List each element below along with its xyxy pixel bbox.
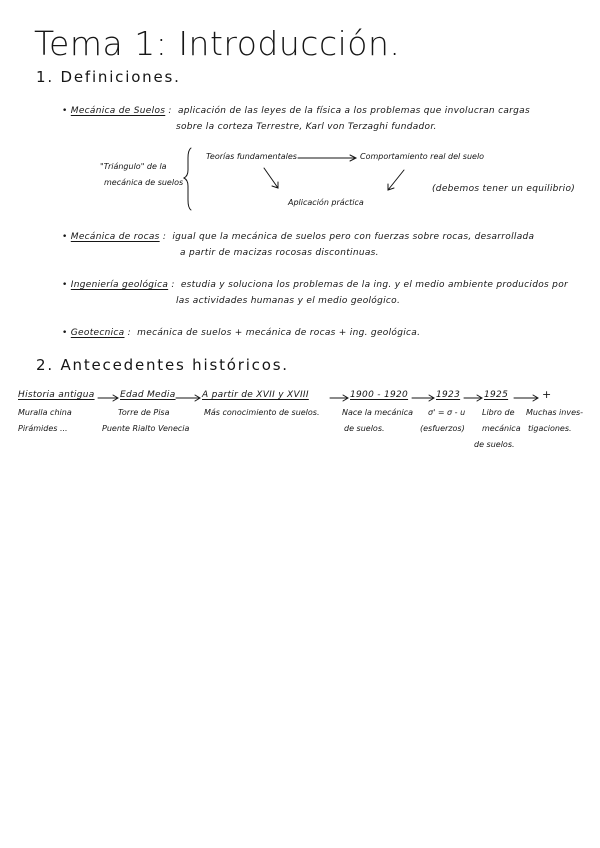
- timeline-note: tigaciones.: [528, 424, 572, 433]
- timeline-note: Pirámides ...: [18, 424, 68, 433]
- triangle-node-teorias: Teorías fundamentales: [206, 152, 297, 161]
- timeline-note: mecánica: [482, 424, 521, 433]
- term-geotecnica: Geotecnica: [70, 328, 125, 338]
- separator: :: [127, 328, 131, 338]
- definition-text-line1: igual que la mecánica de suelos pero con fuerzas sobre rocas, desarrollada: [172, 232, 535, 242]
- bullet: •: [62, 106, 68, 116]
- timeline-note: (esfuerzos): [420, 424, 465, 433]
- timeline-label-historia-antigua: Historia antigua: [18, 390, 95, 400]
- timeline-note: Libro de: [482, 408, 515, 417]
- timeline-note: Torre de Pisa: [118, 408, 170, 417]
- definition-text-line2: sobre la corteza Terrestre, Karl von Terzaghi fundador.: [176, 122, 437, 132]
- timeline-note: Muralla china: [18, 408, 72, 417]
- triangle-label-line2: mecánica de suelos: [104, 178, 184, 187]
- timeline-note: Más conocimiento de suelos.: [204, 408, 320, 417]
- timeline-arrow-4: [412, 395, 434, 401]
- section-heading-antecedentes: 2. Antecedentes históricos.: [36, 356, 289, 374]
- term-ingenieria-geologica: Ingeniería geológica: [70, 280, 169, 290]
- timeline-arrow-2: [176, 395, 200, 401]
- timeline-label-1923: 1923: [436, 390, 461, 400]
- triangle-label-line1: "Triángulo" de la: [100, 162, 167, 171]
- separator: :: [171, 280, 175, 290]
- definition-text-line1: aplicación de las leyes de la física a los problemas que involucran cargas: [177, 106, 530, 116]
- timeline-arrow-1: [98, 395, 118, 401]
- timeline-note: Puente Rialto Venecia: [102, 424, 190, 433]
- bullet: •: [62, 280, 68, 290]
- page-title: Tema 1: Introducción.: [34, 24, 401, 63]
- arrow-teorias-aplicacion: [264, 168, 278, 188]
- definition-text-line1: estudia y soluciona los problemas de la ing. y el medio ambiente producidos por: [180, 280, 569, 290]
- definition-text-line1: mecánica de suelos + mecánica de rocas + ing. geológica.: [137, 328, 421, 338]
- timeline-label-edad-media: Edad Media: [120, 390, 176, 400]
- arrow-comportamiento-aplicacion: [388, 170, 404, 190]
- separator: :: [168, 106, 172, 116]
- term-mecanica-rocas: Mecánica de rocas: [70, 232, 160, 242]
- bullet: •: [62, 232, 68, 242]
- timeline-label-plus: +: [542, 388, 552, 401]
- timeline-note: σ' = σ - u: [428, 408, 466, 417]
- timeline-arrow-3: [330, 395, 348, 401]
- term-mecanica-suelos: Mecánica de Suelos: [70, 106, 166, 116]
- triangle-note: (debemos tener un equilibrio): [432, 184, 576, 194]
- bullet: •: [62, 328, 68, 338]
- definition-text-line2: a partir de macizas rocosas discontinuas.: [180, 248, 379, 258]
- timeline-note: Nace la mecánica: [342, 408, 414, 417]
- timeline-arrow-5: [464, 395, 482, 401]
- arrow-teorias-comportamiento: [298, 155, 356, 161]
- timeline-label-xvii-xviii: A partir de XVII y XVIII: [202, 390, 309, 400]
- timeline-note: de suelos.: [474, 440, 515, 449]
- triangle-node-aplicacion: Aplicación práctica: [288, 198, 364, 207]
- definition-text-line2: las actividades humanas y el medio geológico.: [176, 296, 401, 306]
- timeline-label-1900-1920: 1900 - 1920: [350, 390, 409, 400]
- timeline-arrow-6: [514, 395, 538, 401]
- brace: [184, 148, 191, 210]
- timeline-note: Muchas inves-: [526, 408, 584, 417]
- section-heading-definiciones: 1. Definiciones.: [36, 68, 181, 86]
- timeline-note: de suelos.: [344, 424, 385, 433]
- triangle-node-comportamiento: Comportamiento real del suelo: [360, 152, 485, 161]
- separator: :: [162, 232, 167, 242]
- timeline-label-1925: 1925: [484, 390, 509, 400]
